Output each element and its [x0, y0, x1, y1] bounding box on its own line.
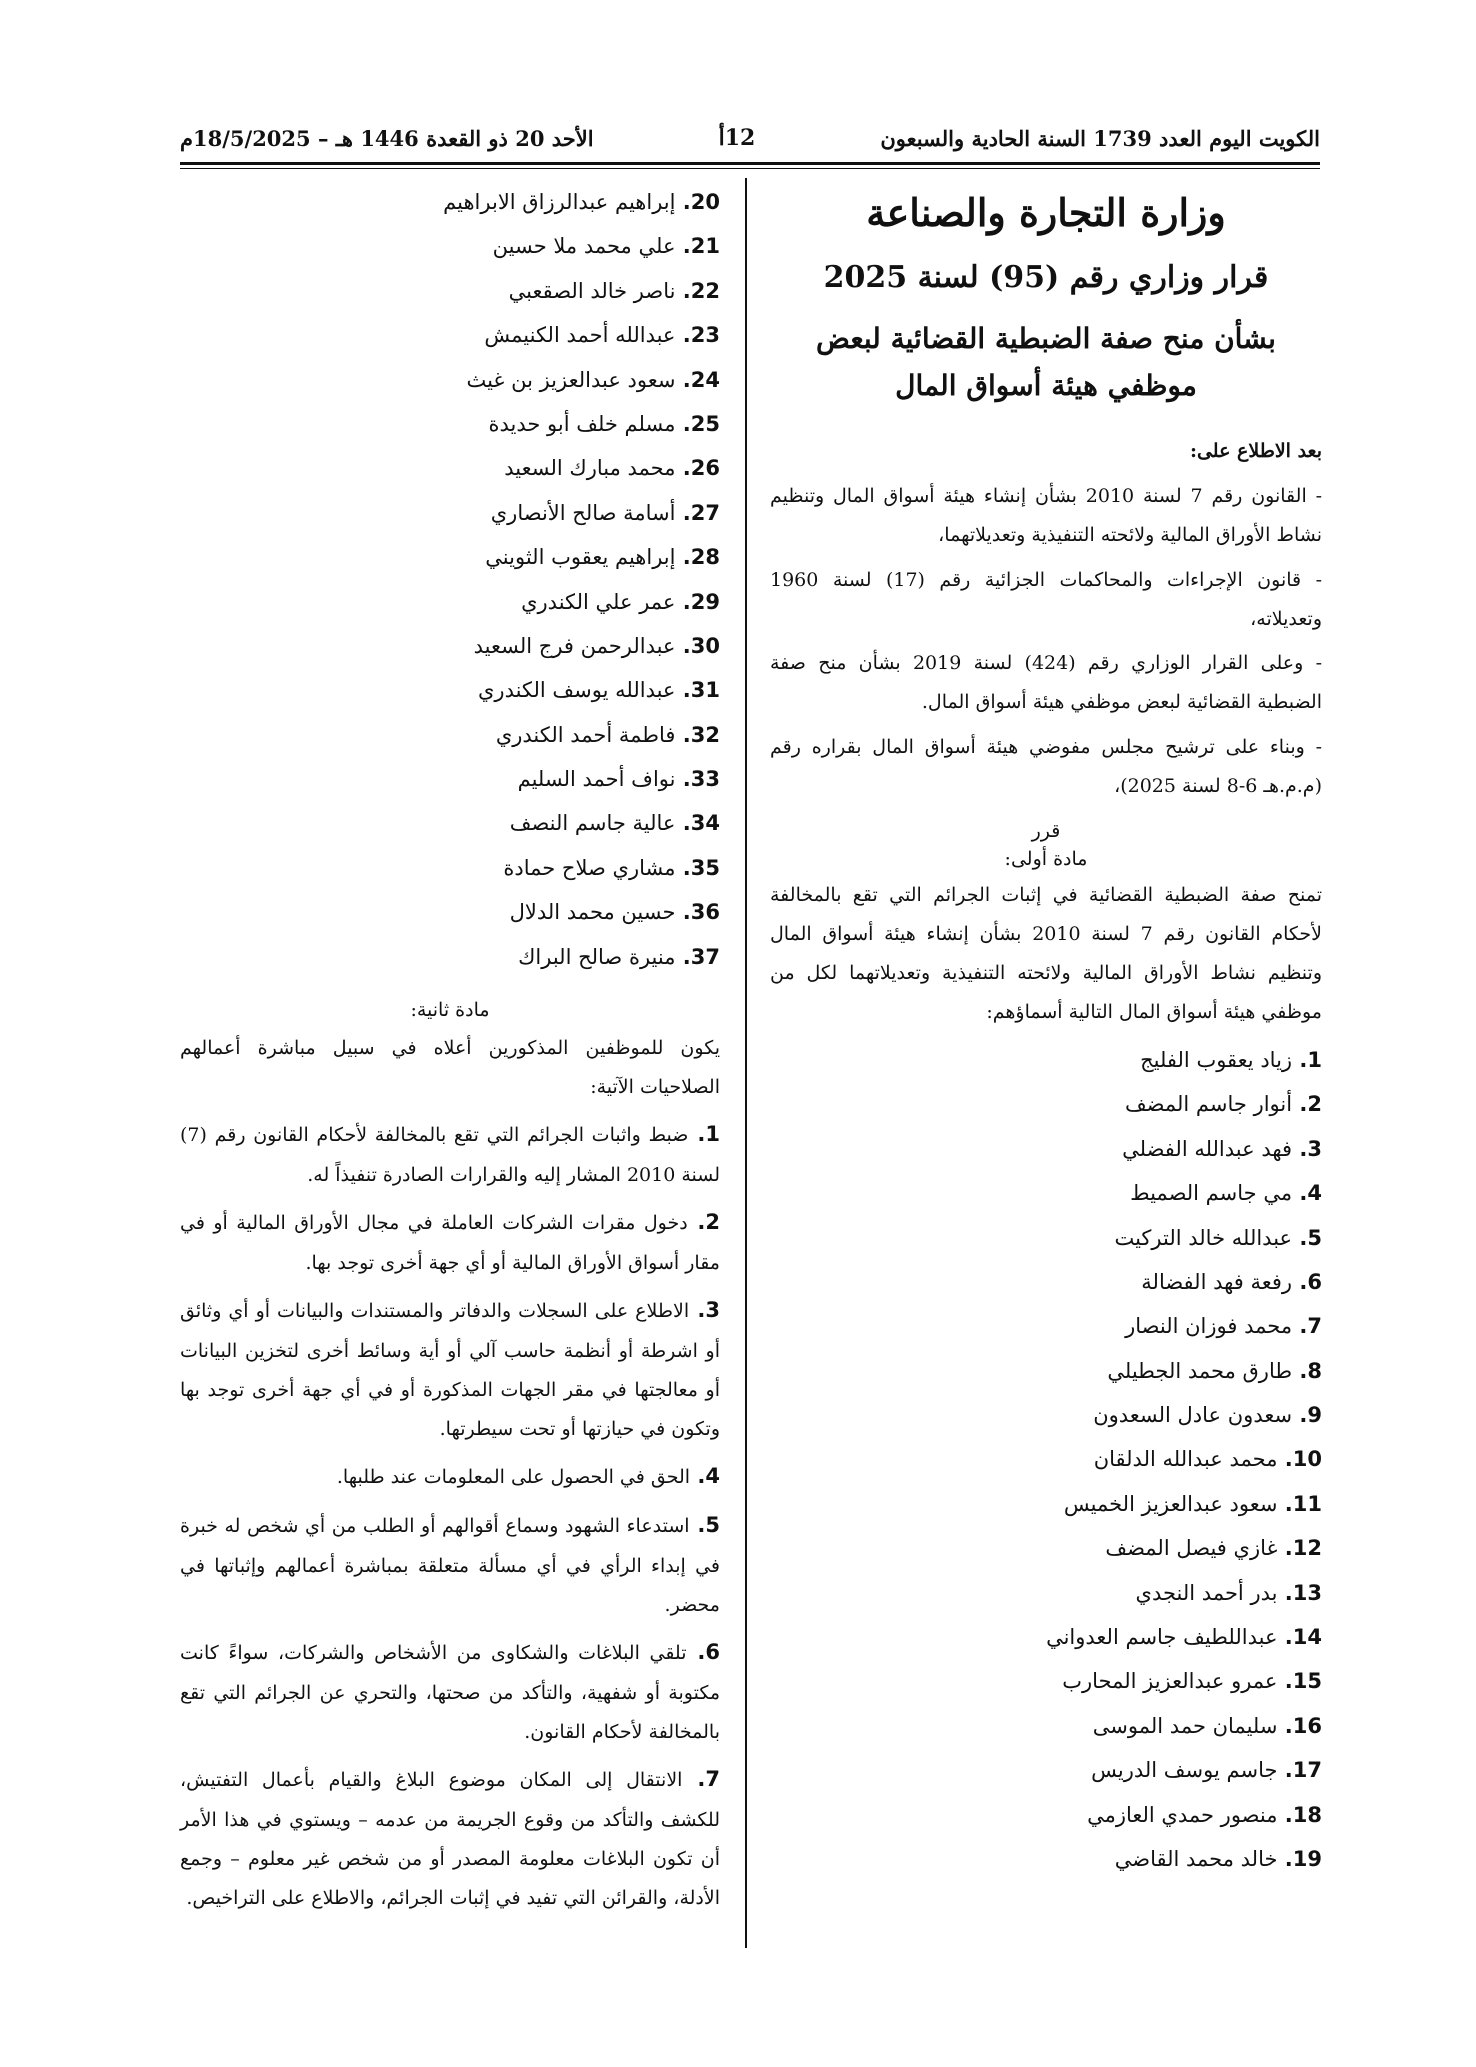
item-number: 17: [1292, 1758, 1322, 1783]
list-item: 25. مسلم خلف أبو حديدة: [488, 411, 720, 436]
person-name: فهد عبدالله الفضلي: [1122, 1136, 1293, 1161]
item-number: 11: [1292, 1491, 1322, 1516]
item-number: 18: [1292, 1802, 1322, 1827]
preamble-item: - قانون الإجراءات والمحاكمات الجزائية رقم (17) لسنة 1960 وتعديلاته،: [770, 568, 1322, 630]
item-number: 31: [690, 678, 720, 703]
preamble-intro: بعد الاطلاع على:: [1189, 439, 1322, 462]
item-number: 25: [690, 411, 720, 436]
item-number: 4: [1307, 1181, 1322, 1206]
item-number: 5: [705, 1512, 721, 1537]
person-name: نواف أحمد السليم: [517, 767, 676, 792]
list-item: 11. سعود عبدالعزيز الخميس: [1063, 1491, 1322, 1516]
person-name: عبدالله أحمد الكنيمش: [484, 323, 676, 348]
list-item: 12. غازي فيصل المضف: [1105, 1536, 1322, 1561]
item-number: 32: [690, 722, 720, 747]
power-text: الانتقال إلى المكان موضوع البلاغ والقيام بأعمال التفتيش، للكشف والتأكد من وقوع الجريمة من عدمه – ويستوي في هذا الأمر أن تكون البلاغات معلومة المصدر أو من شخص غير معلوم – وجمع الأدلة، والقرائن التي تفيد في إثبات الجرائم، والاطلاع على التراخيص.: [180, 1768, 720, 1909]
list-item: 5. عبدالله خالد التركيت: [1114, 1225, 1322, 1250]
list-item: 14. عبداللطيف جاسم العدواني: [1046, 1625, 1322, 1650]
person-name: فاطمة أحمد الكندري: [495, 722, 676, 747]
list-item: 33. نواف أحمد السليم: [517, 767, 720, 792]
item-number: 35: [690, 855, 720, 880]
list-item: 29. عمر علي الكندري: [521, 589, 720, 614]
item-number: 1: [705, 1121, 721, 1146]
item-number: 28: [690, 545, 720, 570]
names-list-right: [770, 1038, 1322, 1881]
list-item: 3. فهد عبدالله الفضلي: [1122, 1136, 1322, 1161]
issue-info: الكويت اليوم العدد 1739 السنة الحادية والسبعون: [880, 125, 1320, 151]
preamble-item: - وبناء على ترشيح مجلس مفوضي هيئة أسواق المال بقراره رقم (م.م.هـ 6-8 لسنة 2025)،: [770, 736, 1322, 798]
person-name: عبدالله يوسف الكندري: [477, 678, 676, 703]
item-number: 16: [1292, 1713, 1322, 1738]
person-name: منصور حمدي العازمي: [1087, 1802, 1278, 1827]
item-number: 7: [705, 1766, 720, 1791]
person-name: محمد عبدالله الدلقان: [1093, 1447, 1278, 1472]
item-number: 8: [1307, 1358, 1322, 1383]
powers-list: [180, 1113, 720, 1918]
list-item: 32. فاطمة أحمد الكندري: [495, 722, 720, 747]
list-item: 28. إبراهيم يعقوب الثويني: [485, 545, 720, 570]
person-name: عبدالله خالد التركيت: [1114, 1225, 1293, 1250]
person-name: سعود عبدالعزيز الخميس: [1063, 1491, 1278, 1516]
list-item: 23. عبدالله أحمد الكنيمش: [484, 323, 720, 348]
article1-text: تمنح صفة الضبطية القضائية في إثبات الجرائم التي تقع بالمخالفة لأحكام القانون رقم 7 لسنة 2010 بشأن إنشاء هيئة أسواق المال وتنظيم نشاط الأوراق المالية ولائحته التنفيذية وتعديلاتهما لكل من موظفي هيئة أسواق المال التالية أسماؤهم:: [770, 884, 1322, 1024]
person-name: سليمان حمد الموسى: [1092, 1713, 1278, 1738]
person-name: سعدون عادل السعدون: [1093, 1403, 1293, 1428]
item-number: 30: [690, 633, 720, 658]
page-number: 12أ: [718, 125, 756, 151]
list-item: 2. أنوار جاسم المضف: [1124, 1092, 1322, 1117]
list-item: 24. سعود عبدالعزيز بن غيث: [466, 367, 720, 392]
list-item: 9. سعدون عادل السعدون: [1093, 1403, 1322, 1428]
list-item: 20. إبراهيم عبدالرزاق الابراهيم: [443, 190, 720, 214]
list-item: 4. الحق في الحصول على المعلومات عند طلبها.: [336, 1463, 720, 1488]
decree-subject: بشأن منح صفة الضبطية القضائية لبعض موظفي هيئة أسواق المال: [816, 321, 1276, 403]
list-item: 27. أسامة صالح الأنصاري: [490, 500, 720, 525]
item-number: 36: [690, 900, 720, 925]
item-number: 29: [690, 589, 720, 614]
item-number: 20: [690, 190, 720, 214]
list-item: 7. الانتقال إلى المكان موضوع البلاغ والقيام بأعمال التفتيش، للكشف والتأكد من وقوع الجريمة من عدمه – ويستوي في هذا الأمر أن تكون البلاغات معلومة المصدر أو من شخص غير معلوم – وجمع الأدلة، والقرائن التي تفيد في إثبات الجرائم، والاطلاع على التراخيص.: [180, 1766, 720, 1909]
item-number: 3: [1307, 1136, 1322, 1161]
person-name: محمد مبارك السعيد: [504, 456, 676, 481]
decided-label: قرر: [1031, 820, 1061, 843]
list-item: 7. محمد فوزان النصار: [1125, 1314, 1322, 1339]
list-item: 36. حسين محمد الدلال: [509, 900, 720, 925]
person-name: مسلم خلف أبو حديدة: [488, 411, 676, 436]
person-name: ناصر خالد الصقعبي: [508, 278, 676, 303]
person-name: عبدالرحمن فرج السعيد: [473, 633, 676, 658]
power-text: ضبط واثبات الجرائم التي تقع بالمخالفة لأحكام القانون رقم (7) لسنة 2010 المشار إليه والقرارات الصادرة تنفيذاً له.: [180, 1123, 720, 1186]
list-item: 1. زياد يعقوب الفليج: [1140, 1047, 1322, 1072]
item-number: 10: [1292, 1447, 1322, 1472]
person-name: عمرو عبدالعزيز المحارب: [1062, 1669, 1278, 1694]
item-number: 9: [1307, 1403, 1322, 1428]
list-item: 15. عمرو عبدالعزيز المحارب: [1062, 1669, 1322, 1694]
preamble-item: - القانون رقم 7 لسنة 2010 بشأن إنشاء هيئة أسواق المال وتنظيم نشاط الأوراق المالية ولائحته التنفيذية وتعديلاتهما،: [770, 484, 1322, 546]
ministry-title: وزارة التجارة والصناعة: [866, 190, 1226, 235]
list-item: 13. بدر أحمد النجدي: [1135, 1580, 1322, 1605]
list-item: 5. استدعاء الشهود وسماع أقوالهم أو الطلب من أي شخص له خبرة في إبداء الرأي في أي مسألة متعلقة بمباشرة أعمالهم وإثباتها في محضر.: [180, 1512, 721, 1616]
item-number: 27: [690, 500, 720, 525]
list-item: 37. منيرة صالح البراك: [518, 944, 720, 969]
person-name: عمر علي الكندري: [521, 589, 676, 614]
person-name: بدر أحمد النجدي: [1135, 1580, 1278, 1605]
item-number: 3: [705, 1297, 720, 1322]
header-rule: [180, 162, 1320, 165]
person-name: حسين محمد الدلال: [509, 900, 676, 925]
person-name: طارق محمد الجطيلي: [1107, 1358, 1293, 1383]
item-number: 37: [690, 944, 720, 969]
list-item: 26. محمد مبارك السعيد: [504, 456, 720, 481]
list-item: 8. طارق محمد الجطيلي: [1107, 1358, 1322, 1383]
item-number: 23: [690, 323, 720, 348]
item-number: 13: [1292, 1580, 1322, 1605]
person-name: علي محمد ملا حسين: [492, 234, 676, 259]
item-number: 22: [690, 278, 720, 303]
list-item: 22. ناصر خالد الصقعبي: [508, 278, 720, 303]
person-name: غازي فيصل المضف: [1105, 1536, 1278, 1561]
item-number: 6: [705, 1639, 720, 1664]
list-item: 34. عالية جاسم النصف: [509, 811, 720, 836]
item-number: 12: [1292, 1536, 1322, 1561]
item-number: 1: [1307, 1047, 1322, 1072]
list-item: 19. خالد محمد القاضي: [1114, 1847, 1322, 1871]
list-item: 4. مي جاسم الصميط: [1130, 1181, 1322, 1206]
item-number: 6: [1307, 1269, 1322, 1294]
power-text: دخول مقرات الشركات العاملة في مجال الأوراق المالية أو في مقار أسواق الأوراق المالية أو أي جهة أخرى توجد بها.: [180, 1211, 720, 1274]
person-name: رفعة فهد الفضالة: [1141, 1269, 1293, 1294]
list-item: 17. جاسم يوسف الدريس: [1091, 1758, 1322, 1783]
power-text: استدعاء الشهود وسماع أقوالهم أو الطلب من أي شخص له خبرة في إبداء الرأي في أي مسألة متعلقة بمباشرة أعمالهم وإثباتها في محضر.: [180, 1514, 720, 1616]
person-name: إبراهيم يعقوب الثويني: [485, 545, 676, 570]
header-rule-thin: [180, 168, 1320, 169]
item-number: 15: [1292, 1669, 1322, 1694]
list-item: 18. منصور حمدي العازمي: [1087, 1802, 1322, 1827]
power-text: الاطلاع على السجلات والدفاتر والمستندات والبيانات أو أي وثائق أو اشرطة أو أنظمة حاسب آلي أو أية وسائط أخرى لتخزين البيانات أو معالجتها في مقر الجهات المذكورة أو في أي جهة أخرى توجد بها وتكون في حيازتها أو تحت سيطرتها.: [180, 1299, 720, 1440]
item-number: 7: [1307, 1314, 1322, 1339]
item-number: 21: [690, 234, 720, 259]
item-number: 24: [690, 367, 720, 392]
names-list-left: [180, 180, 720, 979]
item-number: 34: [690, 811, 720, 836]
power-text: الحق في الحصول على المعلومات عند طلبها.: [336, 1465, 691, 1488]
person-name: مي جاسم الصميط: [1130, 1181, 1293, 1206]
preamble-item: - وعلى القرار الوزاري رقم (424) لسنة 2019 بشأن منح صفة الضبطية القضائية لبعض موظفي هيئة أسواق المال.: [770, 652, 1322, 714]
person-name: عبداللطيف جاسم العدواني: [1046, 1625, 1278, 1650]
item-number: 2: [705, 1209, 720, 1234]
list-item: 6. تلقي البلاغات والشكاوى من الأشخاص والشركات، سواءً كانت مكتوبة أو شفهية، والتأكد من صحتها، والتحري عن الجرائم التي تقع بالمخالفة لأحكام القانون.: [180, 1639, 720, 1743]
list-item: 1. ضبط واثبات الجرائم التي تقع بالمخالفة لأحكام القانون رقم (7) لسنة 2010 المشار إليه والقرارات الصادرة تنفيذاً له.: [180, 1121, 721, 1186]
list-item: 3. الاطلاع على السجلات والدفاتر والمستندات والبيانات أو أي وثائق أو اشرطة أو أنظمة حاسب آلي أو أية وسائط أخرى لتخزين البيانات أو معالجتها في مقر الجهات المذكورة أو في أي جهة أخرى توجد بها وتكون في حيازتها أو تحت سيطرتها.: [180, 1297, 720, 1440]
person-name: خالد محمد القاضي: [1114, 1847, 1278, 1871]
list-item: 21. علي محمد ملا حسين: [492, 234, 720, 259]
article2-intro: يكون للموظفين المذكورين أعلاه في سبيل مباشرة أعمالهم الصلاحيات الآتية:: [180, 1037, 720, 1098]
person-name: زياد يعقوب الفليج: [1140, 1047, 1293, 1072]
person-name: أنوار جاسم المضف: [1124, 1092, 1293, 1117]
item-number: 5: [1307, 1225, 1322, 1250]
decree-title: قرار وزاري رقم (95) لسنة 2025: [823, 259, 1269, 295]
list-item: 30. عبدالرحمن فرج السعيد: [473, 633, 720, 658]
person-name: إبراهيم عبدالرزاق الابراهيم: [443, 190, 676, 214]
power-text: تلقي البلاغات والشكاوى من الأشخاص والشركات، سواءً كانت مكتوبة أو شفهية، والتأكد من صحتها، والتحري عن الجرائم التي تقع بالمخالفة لأحكام القانون.: [180, 1641, 720, 1743]
person-name: أسامة صالح الأنصاري: [490, 500, 676, 525]
list-item: 35. مشاري صلاح حمادة: [503, 855, 720, 880]
item-number: 33: [690, 767, 720, 792]
person-name: جاسم يوسف الدريس: [1091, 1758, 1278, 1783]
list-item: 16. سليمان حمد الموسى: [1092, 1713, 1322, 1738]
item-number: 14: [1292, 1625, 1322, 1650]
issue-date: الأحد 20 ذو القعدة 1446 هـ – 18/5/2025م: [180, 125, 594, 151]
item-number: 4: [705, 1463, 720, 1488]
list-item: 31. عبدالله يوسف الكندري: [477, 678, 720, 703]
person-name: منيرة صالح البراك: [518, 944, 676, 969]
person-name: مشاري صلاح حمادة: [503, 855, 676, 880]
article2-heading: مادة ثانية:: [410, 999, 490, 1022]
article1-heading: مادة أولى:: [1004, 848, 1088, 871]
item-number: 2: [1307, 1092, 1322, 1117]
person-name: سعود عبدالعزيز بن غيث: [466, 367, 676, 392]
right-column: [770, 180, 1322, 1881]
person-name: محمد فوزان النصار: [1125, 1314, 1293, 1339]
page-header: [180, 118, 1320, 158]
list-item: 6. رفعة فهد الفضالة: [1141, 1269, 1322, 1294]
item-number: 19: [1292, 1847, 1322, 1871]
left-column: [180, 180, 720, 1923]
item-number: 26: [690, 456, 720, 481]
list-item: 10. محمد عبدالله الدلقان: [1093, 1447, 1322, 1472]
list-item: 2. دخول مقرات الشركات العاملة في مجال الأوراق المالية أو في مقار أسواق الأوراق المالية أو أي جهة أخرى توجد بها.: [180, 1209, 720, 1274]
person-name: عالية جاسم النصف: [509, 811, 676, 836]
column-divider: [745, 178, 747, 1948]
